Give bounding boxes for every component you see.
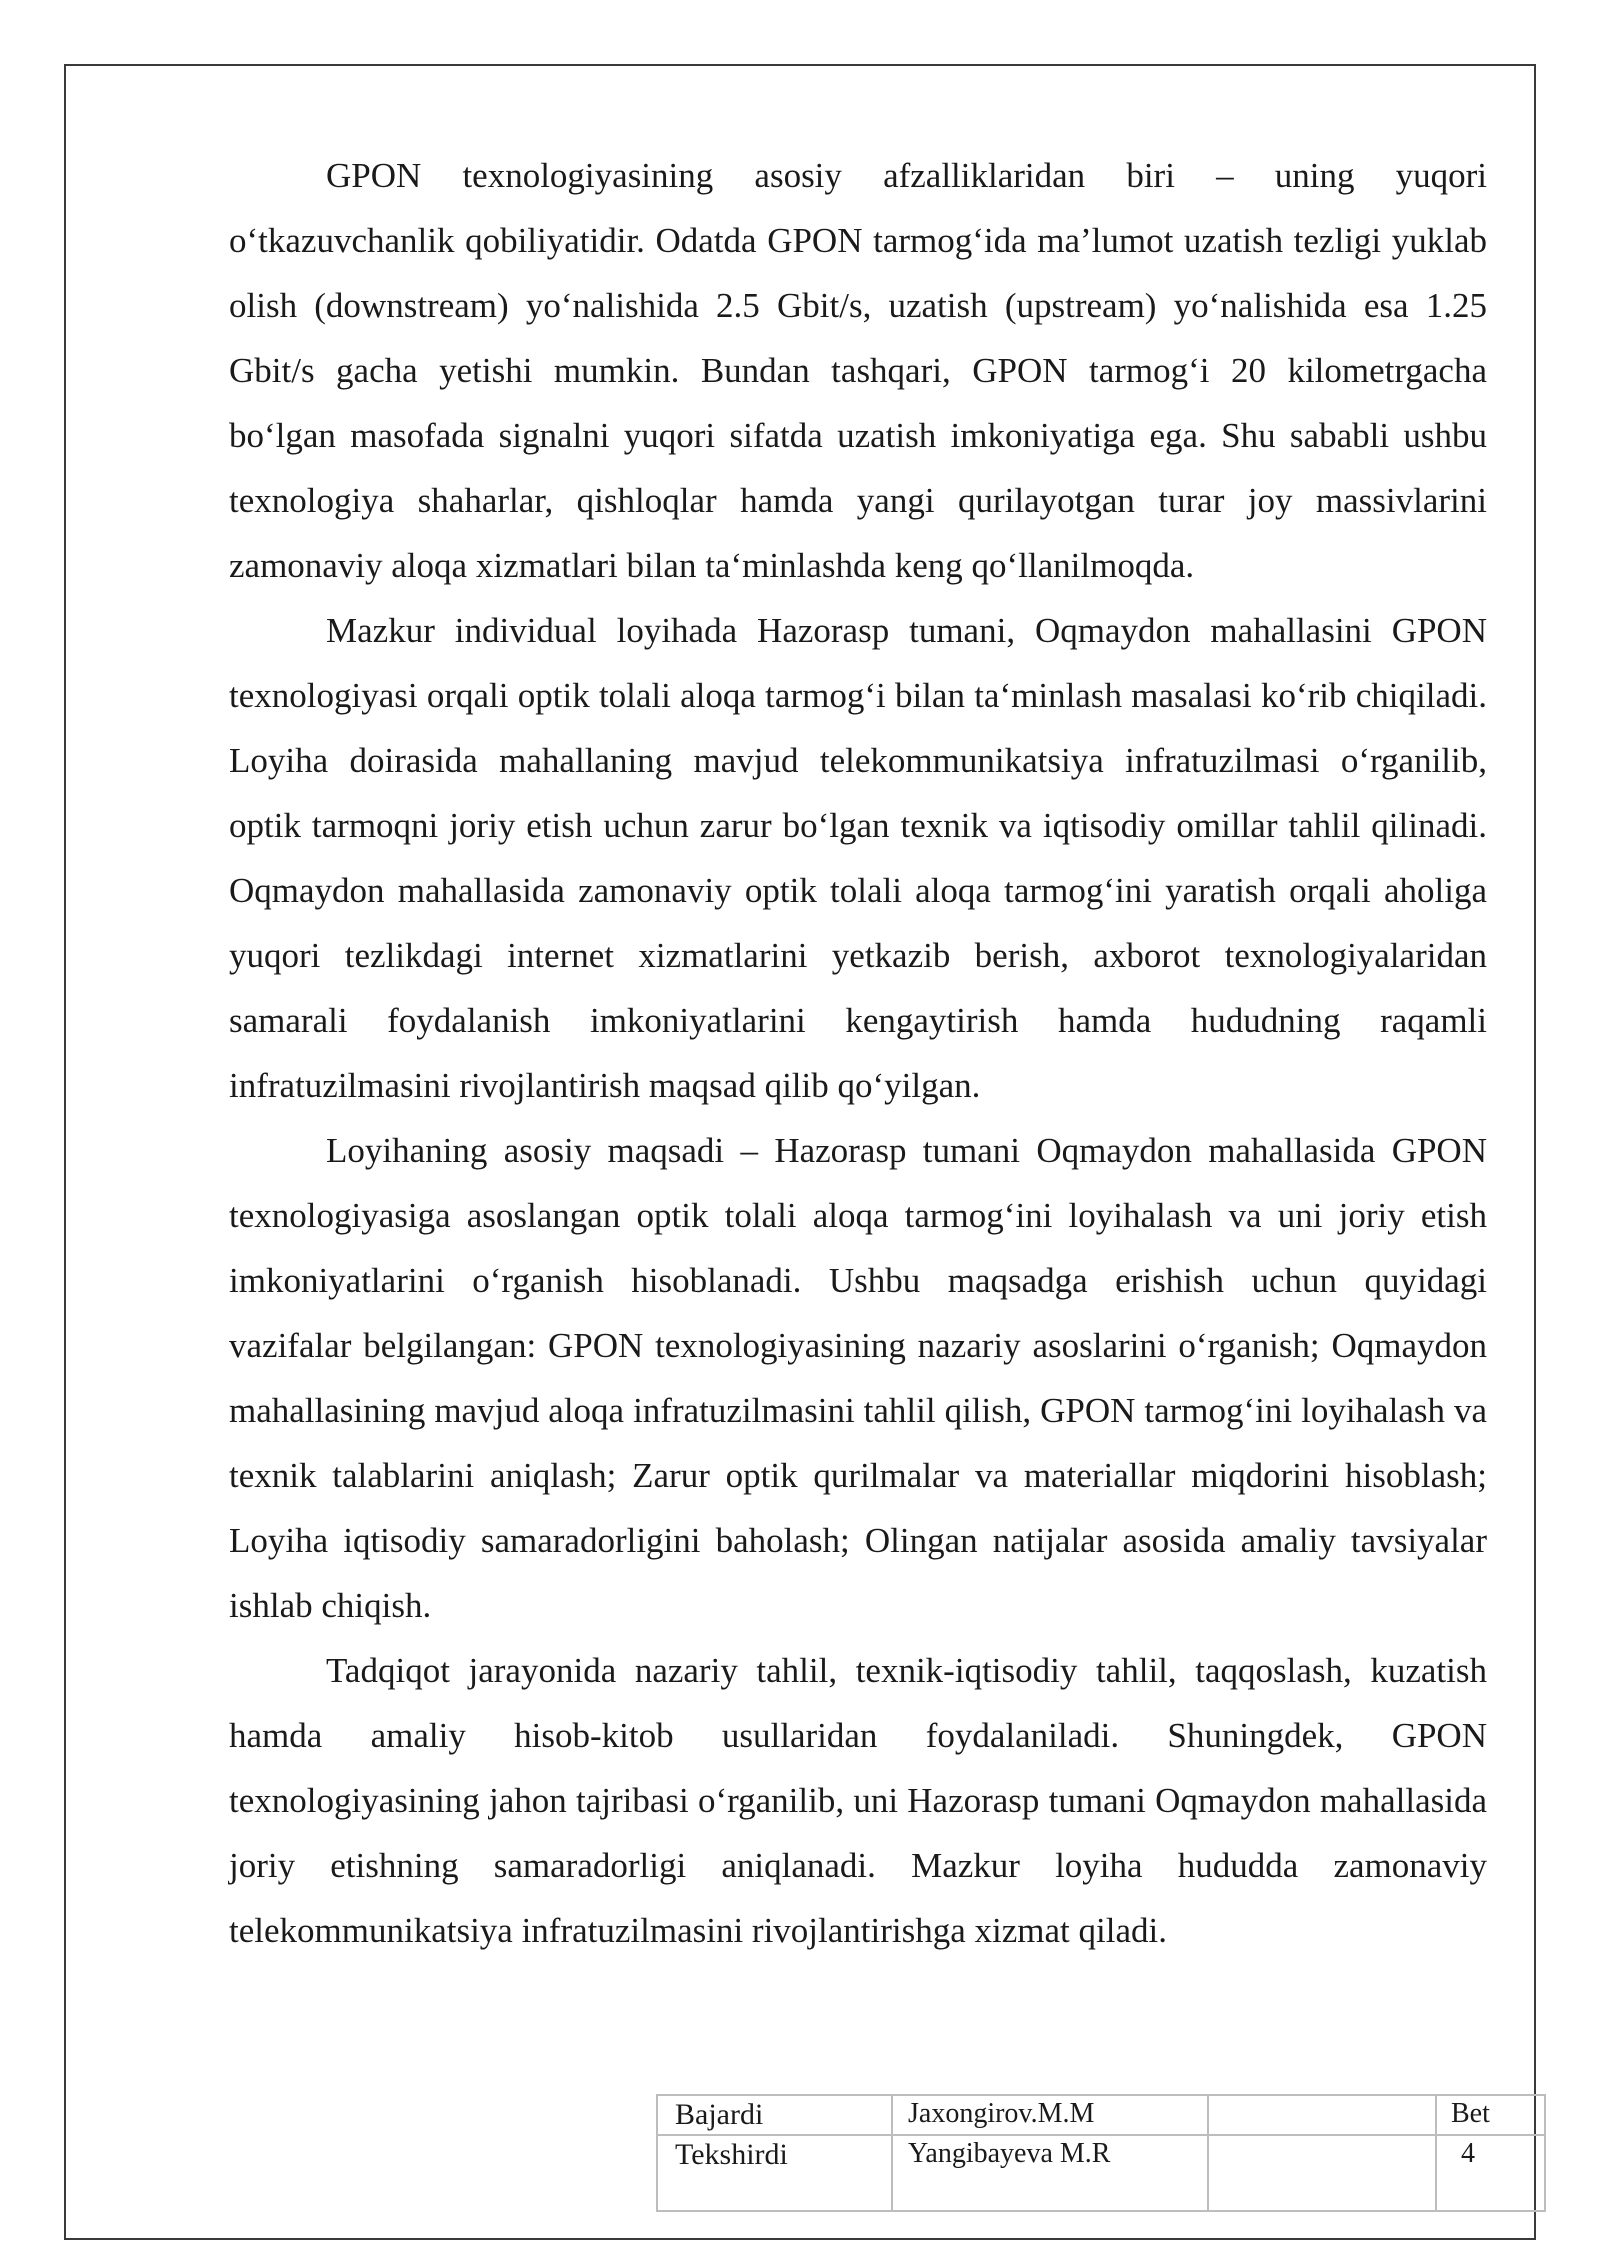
page-number-cell [1436,2135,1545,2211]
document-body [229,143,1487,1963]
title-block [656,2094,1546,2212]
checked-label-cell [657,2135,892,2211]
paragraph-3: Loyihaning asosiy maqsadi – Hazorasp tumani Oqmaydon mahallasida GPON texnologiyasiga asoslangan optik tolali aloqa tarmog‘ini loyihalash va uni joriy etish imkoniyatlarini o‘rganish hisoblanadi. Ushbu maqsadga erishish uchun quyidagi vazifalar belgilangan: GPON texnologiyasining nazariy asoslarini o‘rganish; Oqmaydon mahallasining mavjud aloqa infratuzilmasini tahlil qilish, GPON tarmog‘ini loyihalash va texnik talablarini aniqlash; Zarur optik qurilmalar va materiallar miqdorini hisoblash; Loyiha iqtisodiy samaradorligini baholash; Olingan natijalar asosida amaliy tavsiyalar ishlab chiqish. [229,1131,1487,1625]
performed-name: Jaxongirov.M.M [908,2098,1095,2129]
checked-name: Yangibayeva M.R [908,2138,1111,2169]
title-block-row-performed [657,2095,1545,2135]
performed-label: Bajardi [675,2098,764,2131]
checked-name-cell [892,2135,1208,2211]
page-label-cell [1436,2095,1545,2135]
page-number: 4 [1461,2138,1475,2169]
signature-cell [1208,2095,1436,2135]
performed-label-cell [657,2095,892,2135]
signature-cell-2 [1208,2135,1436,2211]
paragraph-1: GPON texnologiyasining asosiy afzalliklaridan biri – uning yuqori o‘tkazuvchanlik qobiliyatidir. Odatda GPON tarmog‘ida ma’lumot uzatish tezligi yuklab olish (downstream) yo‘nalishida 2.5 Gbit/s, uzatish (upstream) yo‘nalishida esa 1.25 Gbit/s gacha yetishi mumkin. Bundan tashqari, GPON tarmog‘i 20 kilometrgacha bo‘lgan masofada signalni yuqori sifatda uzatish imkoniyatiga ega. Shu sababli ushbu texnologiya shaharlar, qishloqlar hamda yangi qurilayotgan turar joy massivlarini zamonaviy aloqa xizmatlari bilan ta‘minlashda keng qo‘llanilmoqda. [229,156,1487,585]
performed-name-cell [892,2095,1208,2135]
page-label: Bet [1451,2098,1490,2129]
title-block-row-checked [657,2135,1545,2211]
checked-label: Tekshirdi [675,2138,788,2171]
paragraph-2: Mazkur individual loyihada Hazorasp tumani, Oqmaydon mahallasini GPON texnologiyasi orqali optik tolali aloqa tarmog‘i bilan ta‘minlash masalasi ko‘rib chiqiladi. Loyiha doirasida mahallaning mavjud telekommunikatsiya infratuzilmasi o‘rganilib, optik tarmoqni joriy etish uchun zarur bo‘lgan texnik va iqtisodiy omillar tahlil qilinadi. Oqmaydon mahallasida zamonaviy optik tolali aloqa tarmog‘ini yaratish orqali aholiga yuqori tezlikdagi internet xizmatlarini yetkazib berish, axborot texnologiyalaridan samarali foydalanish imkoniyatlarini kengaytirish hamda hududning raqamli infratuzilmasini rivojlantirish maqsad qilib qo‘yilgan. [229,611,1487,1105]
paragraph-4: Tadqiqot jarayonida nazariy tahlil, texnik-iqtisodiy tahlil, taqqoslash, kuzatish hamda amaliy hisob-kitob usullaridan foydalaniladi. Shuningdek, GPON texnologiyasining jahon tajribasi o‘rganilib, uni Hazorasp tumani Oqmaydon mahallasida joriy etishning samaradorligi aniqlanadi. Mazkur loyiha hududda zamonaviy telekommunikatsiya infratuzilmasini rivojlantirishga xizmat qiladi. [229,1651,1487,1950]
